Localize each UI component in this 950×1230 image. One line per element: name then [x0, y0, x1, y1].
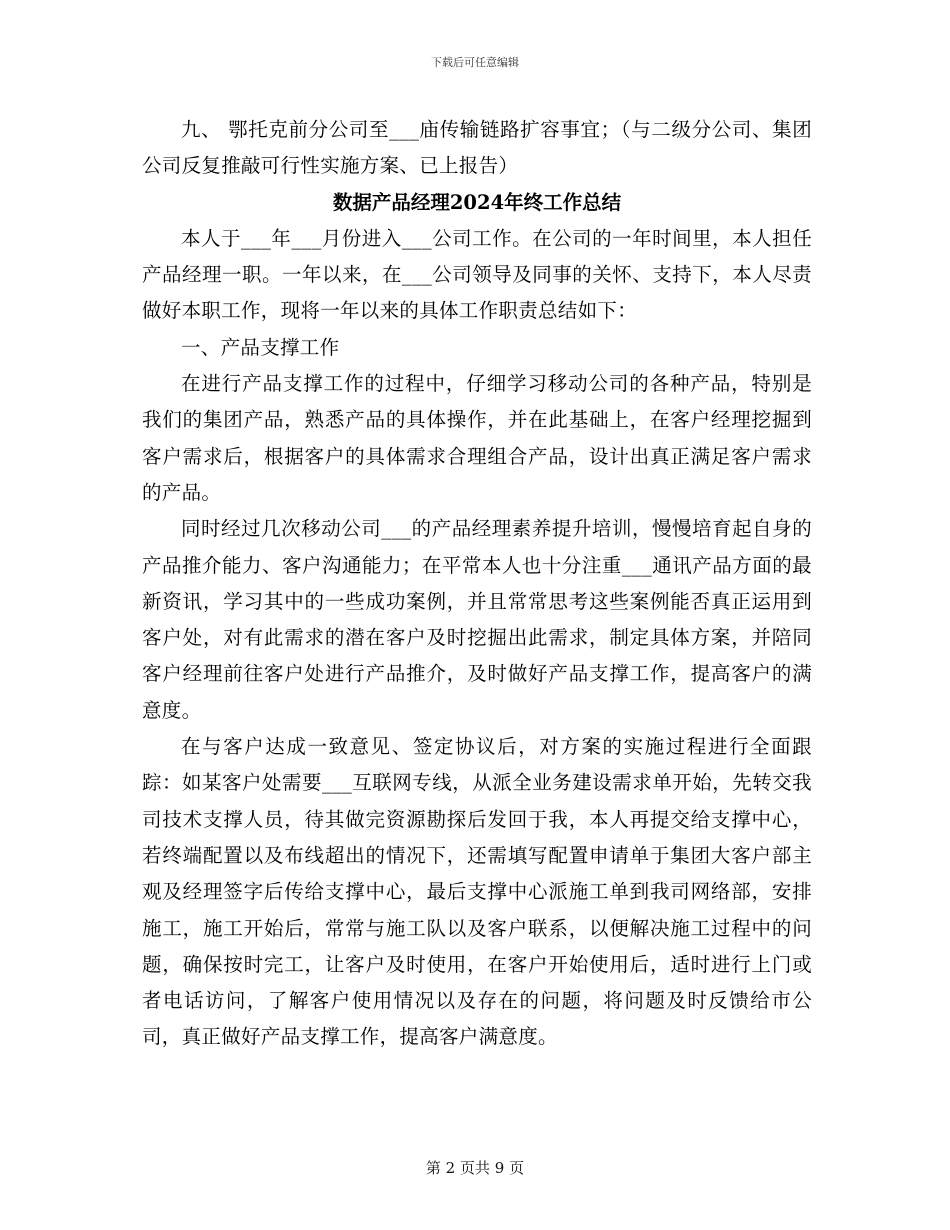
paragraph-1: 本人于___年___月份进入___公司工作。在公司的一年时间里，本人担任产品经理一职。一年以来，在___公司领导及同事的关怀、支持下，本人尽责做好本职工作，现将一年以来的具体工作职责总结如下：: [142, 226, 812, 323]
document-body: [142, 112, 812, 1056]
paragraph-intro: 九、 鄂托克前分公司至___庙传输链路扩容事宜；（与二级分公司、集团公司反复推敲可行性实施方案、已上报告）: [142, 118, 812, 178]
paragraph-4: 在与客户达成一致意见、签定协议后，对方案的实施过程进行全面跟踪：如某客户处需要___互联网专线，从派全业务建设需求单开始，先转交我司技术支撑人员，待其做完资源勘探后发回于我，本人再提交给支撑中心，若终端配置以及布线超出的情况下，还需填写配置申请单于集团大客户部主观及经理签字后传给支撑中心，最后支撑中心派施工单到我司网络部，安排施工，施工开始后，常常与施工队以及客户联系，以便解决施工过程中的问题，确保按时完工，让客户及时使用，在客户开始使用后，适时进行上门或者电话访问，了解客户使用情况以及存在的问题，将问题及时反馈给市公司，真正做好产品支撑工作，提高客户满意度。: [142, 735, 812, 1049]
section-heading: 一、产品支撑工作: [181, 335, 340, 359]
page-footer: 第 2 页共 9 页: [425, 1159, 525, 1177]
document-title: 数据产品经理2024年终工作总结: [332, 190, 622, 214]
paragraph-2: 在进行产品支撑工作的过程中，仔细学习移动公司的各种产品，特别是我们的集团产品，熟悉产品的具体操作，并在此基础上，在客户经理挖掘到客户需求后，根据客户的具体需求合理组合产品，设计出真正满足客户需求的产品。: [142, 372, 812, 504]
page-header: 下载后可任意编辑: [431, 56, 519, 69]
paragraph-3: 同时经过几次移动公司___的产品经理素养提升培训，慢慢培育起自身的产品推介能力、客户沟通能力；在平常本人也十分注重___通讯产品方面的最新资讯，学习其中的一些成功案例，并且常常思考这些案例能否真正运用到客户处，对有此需求的潜在客户及时挖掘出此需求，制定具体方案，并陪同客户经理前往客户处进行产品推介，及时做好产品支撑工作，提高客户的满意度。: [142, 517, 812, 722]
